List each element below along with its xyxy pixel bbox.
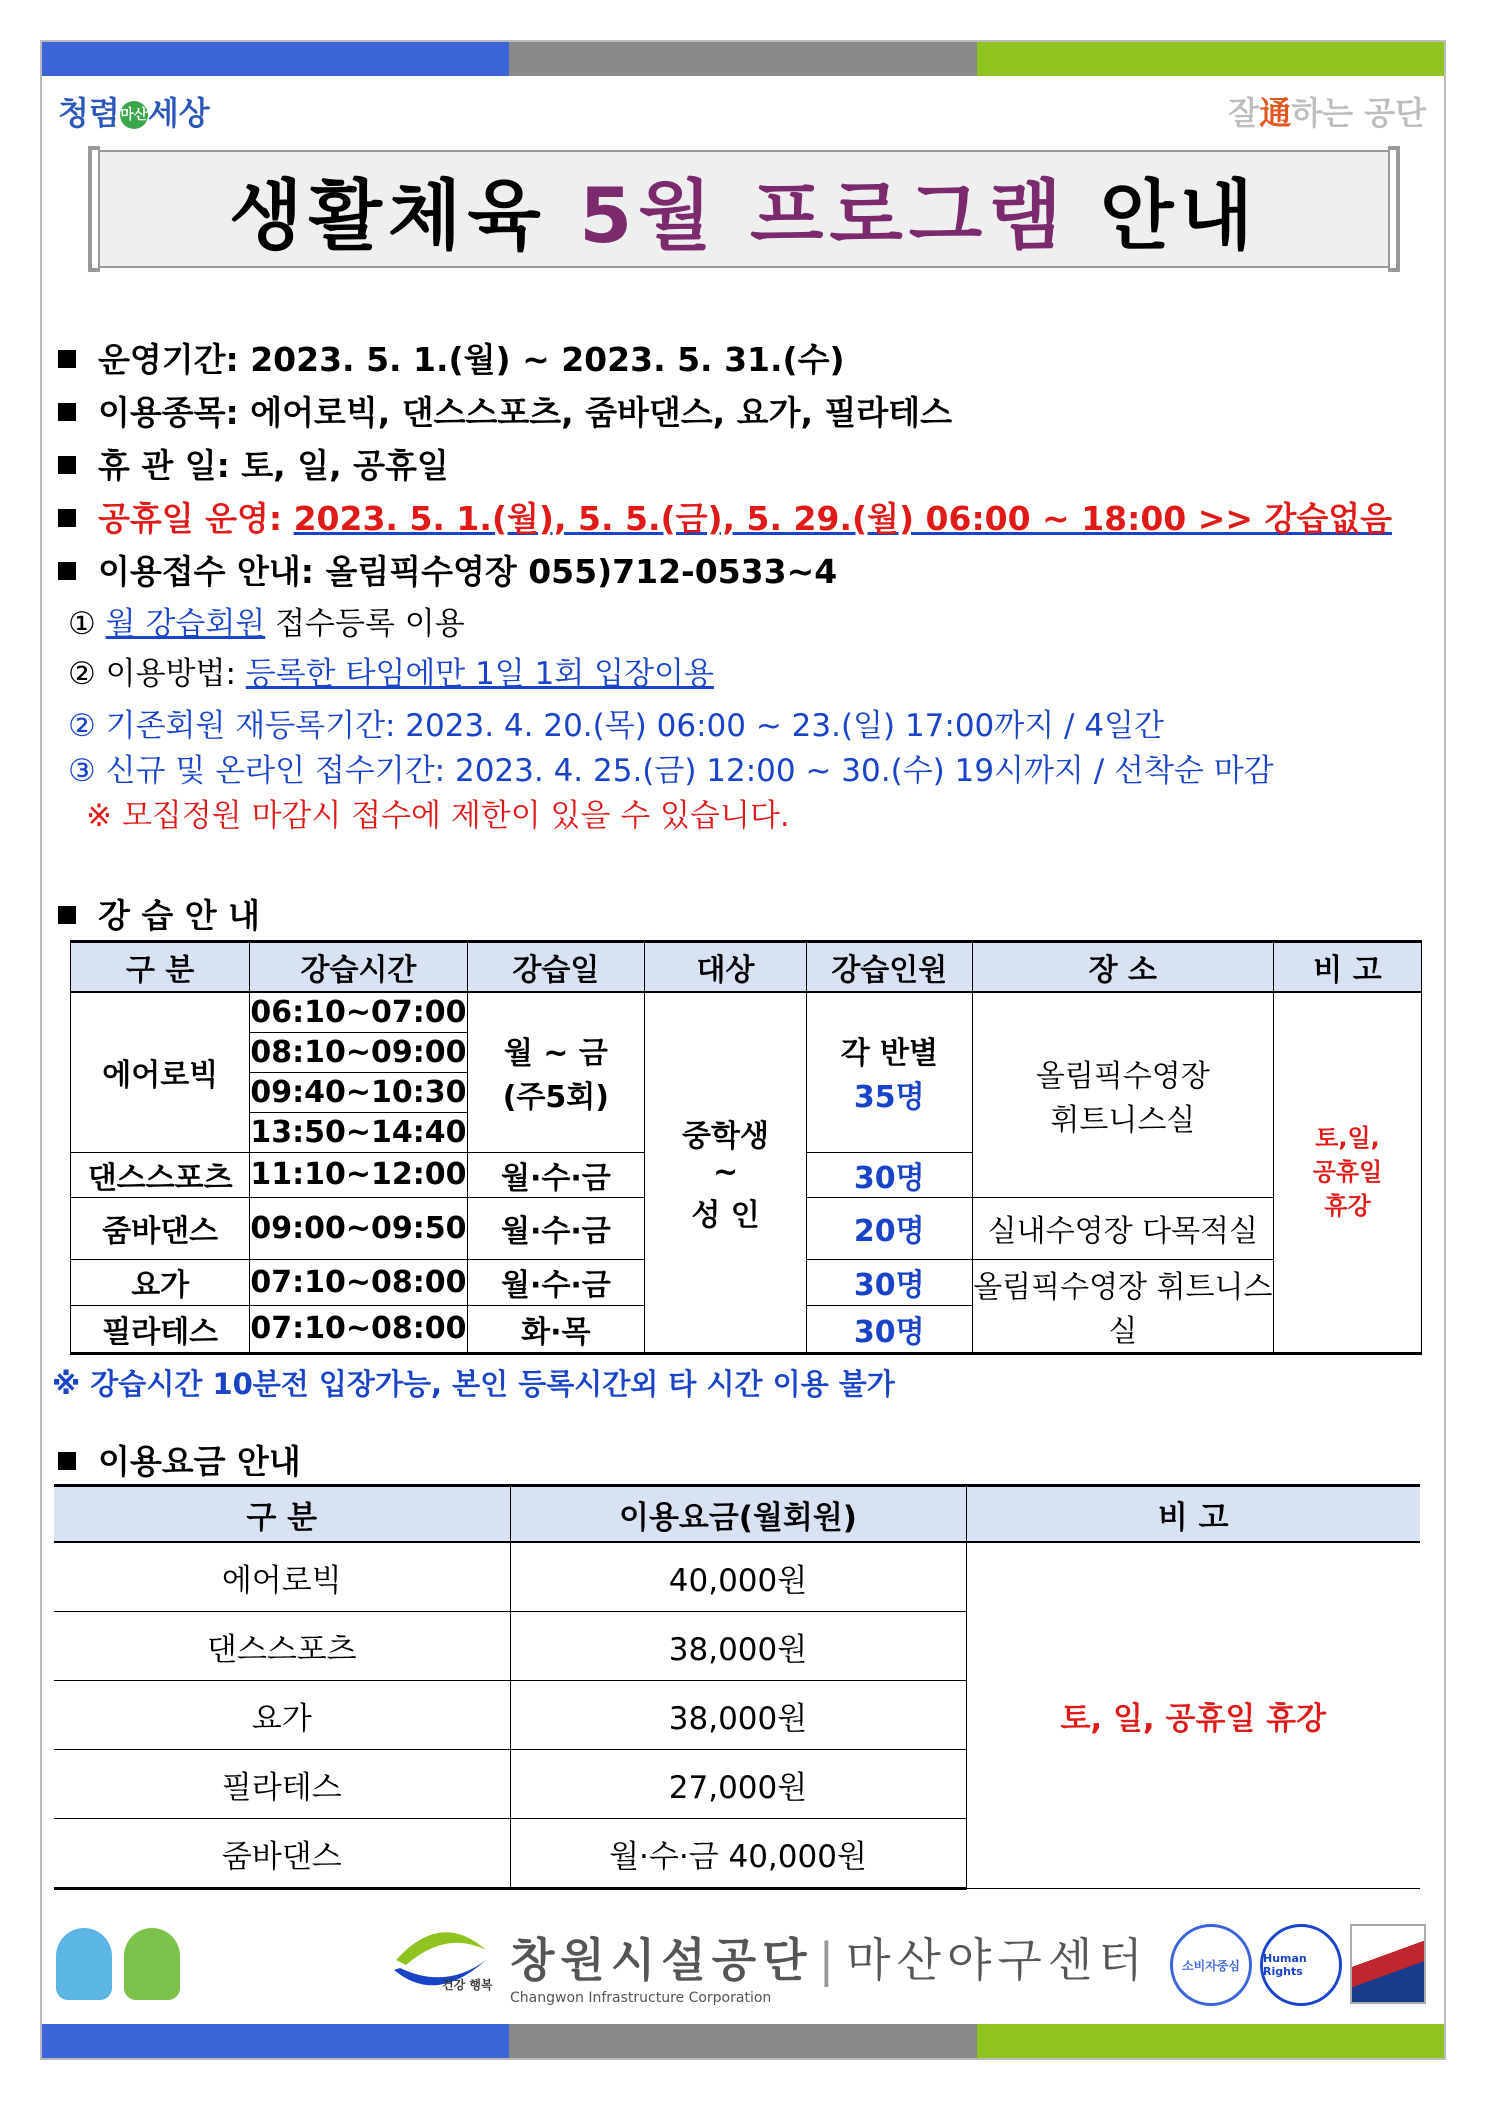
- fee-value: 27,000원: [510, 1750, 966, 1819]
- ccm-badge-icon: 소비자중심: [1170, 1924, 1252, 2006]
- aerobic-count: 각 반별 35명: [806, 992, 972, 1152]
- fee-value: 38,000원: [510, 1612, 966, 1681]
- bullet-square-icon: [58, 403, 76, 421]
- org-name: 창원시설공단: [510, 1933, 813, 1987]
- dance-time: 11:10~12:00: [250, 1152, 467, 1197]
- lesson-header: 강습시간: [250, 942, 467, 993]
- pilates-count: 30명: [806, 1305, 972, 1353]
- lesson-header: 대상: [645, 942, 807, 993]
- table-row: [54, 1542, 1420, 1612]
- aerobic-time: 13:50~14:40: [250, 1112, 467, 1152]
- lesson-section-title: 강 습 안 내: [58, 890, 260, 937]
- yoga-days: 월·수·금: [467, 1259, 645, 1305]
- page-title: 생활체육 5월 프로그램 안내: [229, 170, 1259, 260]
- zumba-place: 실내수영장 다목적실: [972, 1197, 1273, 1259]
- yoga-count: 30명: [806, 1259, 972, 1305]
- fee-header: 구 분: [54, 1486, 510, 1543]
- center-name: 마산야구센터: [846, 1933, 1149, 1987]
- fee-name: 필라테스: [54, 1750, 510, 1819]
- fee-table: [54, 1484, 1420, 1890]
- info-reception: 이용접수 안내: 올림픽수영장 055)712-0533~4: [58, 546, 837, 593]
- info-item-4: ③ 신규 및 온라인 접수기간: 2023. 4. 25.(금) 12:00 ~ 30.(수) 19시까지 / 선착순 마감: [68, 753, 1274, 789]
- bullet-square-icon: [58, 350, 76, 368]
- lesson-header: 구 분: [71, 942, 250, 993]
- dance-name: 댄스스포츠: [71, 1152, 250, 1197]
- slogan-logo: 잘通하는 공단: [1228, 94, 1426, 132]
- slogan-text: 건강 행복: [442, 1978, 493, 1992]
- aerobic-name: 에어로빅: [71, 992, 250, 1152]
- zumba-days: 월·수·금: [467, 1197, 645, 1259]
- zumba-time: 09:00~09:50: [250, 1197, 467, 1259]
- aerobic-time: 08:10~09:00: [250, 1032, 467, 1072]
- top-color-band: [42, 42, 1444, 76]
- table-row: [71, 992, 1422, 1032]
- org-logo: 건강 행복 창원시설공단 | 마산야구센터 Changwon Infrastructure Corporation: [386, 1920, 1149, 2010]
- fee-name: 줌바댄스: [54, 1819, 510, 1889]
- certification-mark-icon: [1350, 1924, 1426, 2004]
- remark-cell: 토,일, 공휴일 휴강: [1273, 992, 1421, 1353]
- lesson-table: [70, 940, 1422, 1355]
- lesson-header: 비 고: [1273, 942, 1421, 993]
- fee-name: 에어로빅: [54, 1542, 510, 1612]
- dance-count: 30명: [806, 1152, 972, 1197]
- org-english-name: Changwon Infrastructure Corporation: [510, 1990, 772, 2006]
- lesson-header: 강습일: [467, 942, 645, 993]
- yoga-time: 07:10~08:00: [250, 1259, 467, 1305]
- info-warning: ※ 모집정원 마감시 접수에 제한이 있을 수 있습니다.: [86, 798, 790, 834]
- bullet-square-icon: [58, 509, 76, 527]
- bullet-square-icon: [58, 562, 76, 580]
- title-banner: [98, 150, 1390, 268]
- info-holiday: 공휴일 운영: 2023. 5. 1.(월), 5. 5.(금), 5. 29.(월) 06:00 ~ 18:00 >> 강습없음: [58, 493, 1392, 540]
- info-item-2: ② 이용방법: 등록한 타임에만 1일 1회 입장이용: [68, 656, 714, 692]
- fee-section-title: 이용요금 안내: [58, 1436, 301, 1483]
- info-sports: 이용종목: 에어로빅, 댄스스포츠, 줌바댄스, 요가, 필라테스: [58, 387, 952, 434]
- aerobic-time: 06:10~07:00: [250, 992, 467, 1032]
- fee-header: 비 고: [966, 1486, 1420, 1543]
- lesson-note: ※ 강습시간 10분전 입장가능, 본인 등록시간외 타 시간 이용 불가: [52, 1367, 895, 1401]
- dance-days: 월·수·금: [467, 1152, 645, 1197]
- fee-name: 요가: [54, 1681, 510, 1750]
- pilates-days: 화·목: [467, 1305, 645, 1353]
- fee-remark: 토, 일, 공휴일 휴강: [966, 1542, 1420, 1889]
- zumba-name: 줌바댄스: [71, 1197, 250, 1259]
- bullet-square-icon: [58, 456, 76, 474]
- fee-value: 40,000원: [510, 1542, 966, 1612]
- lesson-header: 장 소: [972, 942, 1273, 993]
- target-cell: 중학생 ~ 성 인: [645, 992, 807, 1353]
- info-item-3: ② 기존회원 재등록기간: 2023. 4. 20.(목) 06:00 ~ 23.(일) 17:00까지 / 4일간: [68, 708, 1164, 744]
- changwon-emblem-icon: [386, 1920, 496, 2010]
- info-item-1: ① 월 강습회원 접수등록 이용: [68, 606, 465, 642]
- fee-value: 38,000원: [510, 1681, 966, 1750]
- bottom-color-band: [42, 2024, 1444, 2058]
- lesson-header: 강습인원: [806, 942, 972, 993]
- fee-name: 댄스스포츠: [54, 1612, 510, 1681]
- integrity-logo: 청렴마산세상: [58, 94, 210, 132]
- human-rights-badge-icon: Human Rights: [1260, 1924, 1342, 2006]
- pilates-time: 07:10~08:00: [250, 1305, 467, 1353]
- pilates-name: 필라테스: [71, 1305, 250, 1353]
- fee-value: 월·수·금 40,000원: [510, 1819, 966, 1889]
- info-period: 운영기간: 2023. 5. 1.(월) ~ 2023. 5. 31.(수): [58, 334, 845, 381]
- mascot-green-icon: [124, 1928, 180, 2000]
- yoga-name: 요가: [71, 1259, 250, 1305]
- aerobic-days: 월 ~ 금 (주5회): [467, 992, 645, 1152]
- bullet-square-icon: [58, 906, 76, 924]
- info-closed: 휴 관 일: 토, 일, 공휴일: [58, 440, 449, 487]
- yoga-place: 올림픽수영장 휘트니스실: [972, 1259, 1273, 1353]
- zumba-count: 20명: [806, 1197, 972, 1259]
- bullet-square-icon: [58, 1452, 76, 1470]
- mascot-blue-icon: [56, 1928, 112, 2000]
- fee-header: 이용요금(월회원): [510, 1486, 966, 1543]
- aerobic-place: 올림픽수영장 휘트니스실: [972, 992, 1273, 1197]
- aerobic-time: 09:40~10:30: [250, 1072, 467, 1112]
